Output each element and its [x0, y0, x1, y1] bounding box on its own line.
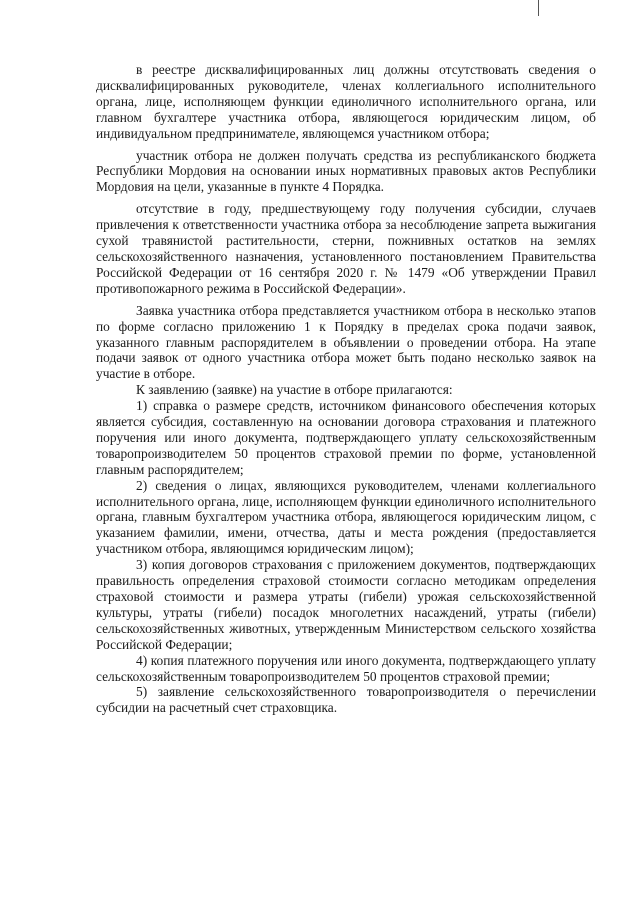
document-page	[96, 62, 596, 716]
scan-edge-mark	[538, 0, 539, 16]
paragraph-fire-safety: отсутствие в году, предшествующему году получения субсидии, случаев привлечения к ответственности участника отбора за несоблюдение запрета выжигания сухой травянистой растительности, стерни, пожнивных остатков на землях сельскохозяйственного назначения, установленного постановлением Правительства Российской Федерации от 16 сентября 2020 г. № 1479 «Об утверждении Правил противопожарного режима в Российской Федерации».	[96, 201, 596, 296]
paragraph-disqualified-registry: в реестре дисквалифицированных лиц должны отсутствовать сведения о дисквалифицированных руководителе, членах коллегиального исполнительного органа, лице, исполняющем функции единоличного исполнительного органа, или главном бухгалтере участника отбора, являющегося юридическим лицом, об индивидуальном предпринимателе, являющемся участником отбора;	[96, 62, 596, 141]
list-item-2: 2) сведения о лицах, являющихся руководителем, членами коллегиального исполнительного органа, лице, исполняющем функции единоличного исполнительного органа, главным бухгалтером участника отбора, являющегося юридическим лицом, с указанием фамилии, имени, отчества, даты и места рождения (предоставляется участником отбора, являющимся юридическим лицом);	[96, 477, 596, 557]
list-item-5: 5) заявление сельскохозяйственного товаропроизводителя о перечислении субсидии на расчетный счет страховщика.	[96, 684, 596, 716]
paragraph-no-other-funds: участник отбора не должен получать средства из республиканского бюджета Республики Мордовия на основании иных нормативных правовых актов Республики Мордовия на цели, указанные в пункте 4 Порядка.	[96, 147, 596, 195]
list-item-3: 3) копия договоров страхования с приложением документов, подтверждающих правильность определения страховой стоимости согласно методикам определения страховой стоимости и размера утраты (гибели) урожая сельскохозяйственной культуры, утраты (гибели) посадок многолетних насаждений, утраты (гибели) сельскохозяйственных животных, утвержденным Министерством сельского хозяйства Российской Федерации;	[96, 557, 596, 652]
list-item-1: 1) справка о размере средств, источником финансового обеспечения которых является субсидия, составленную на основании договора страхования и платежного поручения или иного документа, подтверждающего уплату сельскохозяйственным товаропроизводителем 50 процентов страховой премии по форме, установленной главным распорядителем;	[96, 398, 596, 477]
list-item-4: 4) копия платежного поручения или иного документа, подтверждающего уплату сельскохозяйственным товаропроизводителем 50 процентов страховой премии;	[96, 652, 596, 684]
paragraph-attachments-intro: К заявлению (заявке) на участие в отборе прилагаются:	[136, 382, 453, 398]
paragraph-application-submission: Заявка участника отбора представляется участником отбора в несколько этапов по форме согласно приложению 1 к Порядку в пределах срока подачи заявок, указанного главным распорядителем в объявлении о проведении отбора. На этапе подачи заявок от одного участника отбора может быть подано несколько заявок на участие в отборе.	[96, 302, 596, 382]
